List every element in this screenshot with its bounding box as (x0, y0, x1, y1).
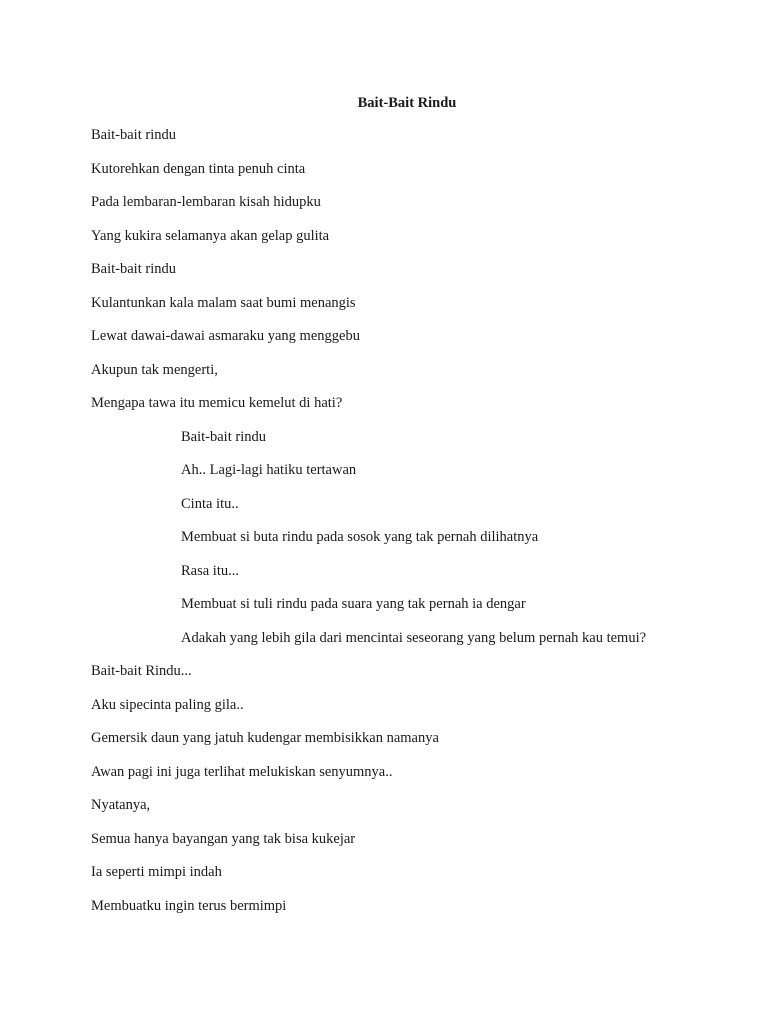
poem-line: Mengapa tawa itu memicu kemelut di hati? (91, 395, 343, 411)
poem-body (91, 125, 646, 929)
poem-line: Cinta itu.. (181, 495, 239, 512)
poem-line: Yang kukira selamanya akan gelap gulita (91, 227, 330, 244)
poem-line: Kulantunkan kala malam saat bumi menangis (91, 294, 356, 311)
poem-line: Aku sipecinta paling gila.. (91, 696, 244, 713)
poem-line: Ah.. Lagi-lagi hatiku tertawan (181, 462, 357, 478)
poem-line: Semua hanya bayangan yang tak bisa kukejar (91, 830, 356, 847)
poem-line: Bait-bait rindu (91, 261, 176, 277)
poem-line: Membuat si buta rindu pada sosok yang tak pernah dilihatnya (181, 529, 539, 545)
poem-line: Membuatku ingin terus bermimpi (91, 897, 287, 914)
poem-line: Pada lembaran-lembaran kisah hidupku (91, 194, 321, 210)
poem-line: Kutorehkan dengan tinta penuh cinta (91, 160, 306, 177)
poem-line: Bait-bait rindu (181, 428, 266, 445)
poem-line: Bait-bait rindu (91, 127, 176, 143)
poem-line: Lewat dawai-dawai asmaraku yang menggebu (91, 328, 360, 344)
poem-line: Akupun tak mengerti, (91, 361, 218, 378)
poem-line: Bait-bait Rindu... (91, 663, 192, 679)
poem-line: Ia seperti mimpi indah (91, 864, 222, 880)
poem-line: Rasa itu... (181, 562, 239, 579)
poem-line: Awan pagi ini juga terlihat melukiskan senyumnya.. (91, 763, 393, 780)
poem-line: Membuat si tuli rindu pada suara yang tak pernah ia dengar (181, 596, 526, 612)
poem-line: Nyatanya, (91, 797, 151, 813)
poem-line: Gemersik daun yang jatuh kudengar membisikkan namanya (91, 730, 439, 746)
poem-title: Bait-Bait Rindu (357, 95, 457, 111)
poem-line: Adakah yang lebih gila dari mencintai seseorang yang belum pernah kau temui? (181, 629, 647, 646)
